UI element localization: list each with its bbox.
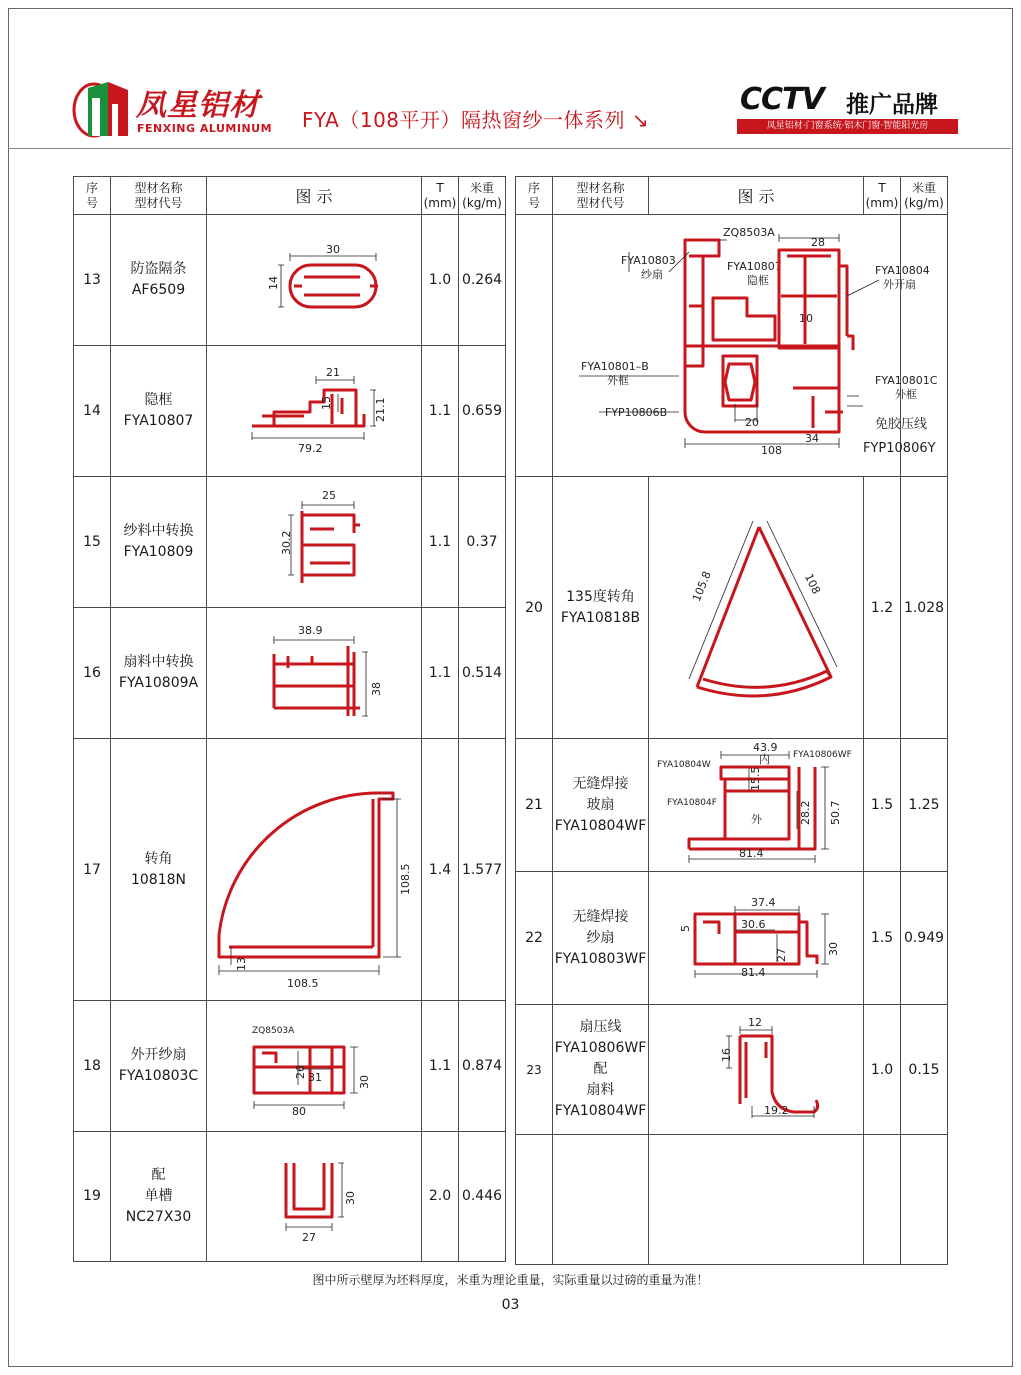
meter-weight: 0.446 [459, 1131, 506, 1261]
table-header-row [516, 177, 948, 215]
table-row [74, 739, 506, 1000]
profile-drawing [656, 1008, 856, 1128]
profile-code: AF6509 [131, 282, 186, 299]
table-row [74, 1131, 506, 1261]
profile-code: FYA10804WF [554, 817, 647, 834]
meter-weight: 0.37 [459, 477, 506, 608]
profile-drawing [649, 872, 864, 1000]
table-row [516, 1005, 948, 1135]
profile-name: 扇料中转换 [123, 654, 194, 671]
footer-note: 图中所示壁厚为坯料厚度，米重为理论重量，实际重量以过磅的重量为准！ [312, 1273, 709, 1287]
profile-name-2: 扇料 [586, 1082, 615, 1098]
profile-name: 外开纱扇 [130, 1046, 187, 1063]
wall-thickness: 1.5 [864, 872, 901, 1005]
tag-2: FYA10806WF [793, 750, 852, 760]
meter-weight: 0.514 [459, 608, 506, 739]
label-fya10801c: FYA10801C [875, 373, 938, 387]
profile-note: 配 [593, 1061, 608, 1077]
label-fya10801b: FYA10801–B [581, 359, 649, 373]
label-fya10801b-cn: 外框 [607, 373, 629, 387]
tag-3: FYA10804F [667, 798, 717, 808]
col-t: T [878, 180, 886, 195]
table-row [74, 608, 506, 739]
label-in: 内 [759, 753, 770, 766]
profile-code-2: FYA10804WF [554, 1103, 647, 1119]
profile-drawing [214, 1009, 414, 1119]
dim-d: 50.7 [829, 800, 842, 825]
row-no: 18 [74, 1000, 111, 1131]
profile-drawing [214, 1139, 414, 1249]
profile-code: 单槽 [144, 1187, 173, 1204]
cctv-bar: 凤星铝材·门窗系统·铝木门窗·智能阳光房 [737, 119, 958, 134]
dim-a: 30 [344, 1191, 357, 1206]
table-row [74, 215, 506, 346]
wall-thickness: 1.4 [422, 739, 459, 1000]
header-divider [8, 148, 1011, 149]
profile-drawing [207, 743, 422, 993]
dim-c: 5 [679, 925, 692, 932]
profile-code: FYA10806WF [554, 1040, 647, 1056]
col-t-unit: (mm) [423, 195, 457, 210]
dim-10: 10 [799, 311, 813, 325]
profile-code: 10818N [130, 871, 186, 888]
meter-weight: 1.028 [901, 477, 948, 739]
profile-drawing [214, 616, 414, 726]
meter-weight: 0.264 [459, 215, 506, 346]
row-no: 16 [74, 608, 111, 739]
col-weight-unit: (kg/m) [904, 195, 944, 210]
dim-b: 14 [267, 276, 280, 291]
col-weight: 米重 [911, 180, 936, 195]
profile-code: NC27X30 [125, 1208, 192, 1225]
col-name: 型材名称 [576, 180, 625, 195]
table-row [74, 1000, 506, 1131]
label-fyp10806b: FYP10806B [605, 405, 668, 419]
profile-drawing [649, 481, 864, 731]
label-fya10803: FYA10803 [621, 253, 676, 267]
dim-b: 30.6 [741, 918, 766, 931]
table-row [74, 346, 506, 477]
brand-name-cn: 凤星铝材 [136, 88, 260, 123]
label-fya10807: FYA10807 [727, 259, 782, 273]
col-t-unit: (mm) [865, 195, 899, 210]
profile-code: FYA10807 [123, 413, 194, 430]
meter-weight: 1.25 [901, 739, 948, 872]
dim-b: 108.5 [287, 976, 319, 990]
profile-drawing [649, 739, 864, 867]
profile-name: 无缝焊接 [572, 908, 629, 925]
label-zq: ZQ8503A [723, 225, 775, 239]
dim-b: 15.5 [749, 766, 762, 791]
tag-1: FYA10804W [657, 760, 711, 770]
col-figure: 图 示 [207, 177, 422, 215]
assembly-drawing [529, 216, 938, 472]
meter-weight: 0.874 [459, 1000, 506, 1131]
wall-thickness: 1.1 [422, 608, 459, 739]
dim-b: 30.2 [280, 530, 293, 556]
page-number: 03 [501, 1297, 520, 1313]
profile-name: 隐框 [144, 392, 173, 409]
wall-thickness: 1.1 [422, 477, 459, 608]
col-name: 型材名称 [134, 180, 183, 195]
wall-thickness: 1.0 [422, 215, 459, 346]
profile-name: 防盗隔条 [130, 261, 187, 278]
dim-d: 27 [775, 948, 788, 962]
wall-thickness: 1.5 [864, 739, 901, 872]
row-no: 15 [74, 477, 111, 608]
row-no: 17 [74, 739, 111, 1000]
row-no: 14 [74, 346, 111, 477]
profile-name: 转角 [144, 850, 173, 867]
dim-c: 19.2 [764, 1103, 789, 1117]
row-no: 21 [516, 739, 553, 872]
dim-d: 80 [292, 1104, 306, 1118]
dim-b: 108 [801, 571, 823, 596]
dim-b: 27 [302, 1231, 316, 1245]
profile-name: 无缝焊接 [572, 775, 629, 792]
col-no: 序号 [85, 180, 98, 210]
profile-name: 纱料中转换 [123, 523, 194, 540]
label-fya10804: FYA10804 [875, 263, 930, 277]
cctv-tagline: 推广品牌 [846, 92, 938, 118]
meter-weight: 1.577 [459, 739, 506, 1000]
profile-code: FYA10809A [118, 675, 199, 692]
dim-f: 81.4 [741, 966, 766, 979]
dim-b: 38 [370, 682, 383, 697]
col-code: 型材代号 [134, 195, 183, 210]
col-weight: 米重 [469, 180, 494, 195]
dim-34: 34 [805, 431, 819, 445]
cctv-logo: CCTV [740, 82, 824, 117]
table-row [516, 872, 948, 1005]
row-no: 23 [516, 1005, 553, 1135]
brand-name-en: FENXING ALUMINUM [137, 122, 273, 135]
table-header-row [74, 177, 506, 215]
dim-c: 13 [235, 956, 248, 971]
table-row-empty [516, 1135, 948, 1265]
right-spec-table [515, 176, 948, 1265]
dim-a: 43.9 [753, 741, 778, 754]
profile-name: 135度转角 [566, 588, 635, 605]
dim-a: 37.4 [751, 896, 776, 909]
dim-28: 28 [811, 235, 825, 249]
dim-a: 38.9 [298, 624, 323, 638]
table-row [516, 477, 948, 739]
row-no: 13 [74, 215, 111, 346]
table-row [516, 739, 948, 872]
label-out: 外 [751, 813, 762, 826]
label-fya10804-cn: 外开扇 [883, 277, 916, 291]
col-code: 型材代号 [576, 195, 625, 210]
wall-thickness: 2.0 [422, 1131, 459, 1261]
profile-code: FYA10818B [560, 609, 641, 626]
profile-name-2: 玻扇 [586, 796, 615, 813]
profile-name: 扇压线 [579, 1019, 622, 1035]
dim-108: 108 [761, 443, 782, 457]
meter-weight: 0.15 [901, 1005, 948, 1135]
left-spec-table [73, 176, 506, 1262]
profile-code: FYA10809 [123, 544, 194, 561]
label-fya10801c-cn: 外框 [895, 387, 917, 401]
assembly-row [516, 215, 948, 477]
dim-20: 20 [745, 415, 759, 429]
series-title: FYA（108平开）隔热窗纱一体系列 ↘ [302, 108, 650, 132]
profile-drawing [214, 354, 414, 464]
dim-d: 79.2 [298, 442, 323, 456]
dim-a: 12 [748, 1015, 762, 1029]
row-no: 20 [516, 477, 553, 739]
corner-arrow-icon: ↘ [631, 108, 650, 132]
label-fya10803-cn: 纱扇 [641, 267, 663, 281]
label-fyp10806y: FYP10806Y [863, 440, 936, 456]
label-fya10807-cn: 隐框 [747, 273, 769, 287]
col-weight-unit: (kg/m) [462, 195, 502, 210]
profile-drawing [214, 485, 414, 595]
dim-e: 81.4 [739, 847, 764, 860]
fenxing-logo-icon [70, 78, 132, 144]
table-row [74, 477, 506, 608]
label-mianjiao: 免胶压线 [875, 416, 928, 432]
profile-name: 配 [151, 1166, 166, 1183]
dim-a: 25 [322, 489, 336, 503]
col-t: T [436, 180, 444, 195]
wall-thickness: 1.2 [864, 477, 901, 739]
dim-a: 26 [294, 1064, 307, 1079]
tag-zq: ZQ8503A [252, 1025, 295, 1036]
dim-a: 108.5 [399, 863, 412, 895]
dim-b: 15 [320, 396, 333, 411]
profile-drawing [214, 223, 414, 333]
row-no: 22 [516, 872, 553, 1005]
dim-c: 30 [358, 1074, 371, 1089]
wall-thickness: 1.0 [864, 1005, 901, 1135]
dim-c: 28.2 [799, 800, 812, 825]
dim-a: 30 [326, 243, 340, 257]
profile-code: FYA10803WF [554, 950, 647, 967]
meter-weight: 0.659 [459, 346, 506, 477]
wall-thickness: 1.1 [422, 346, 459, 477]
dim-a: 105.8 [689, 568, 714, 603]
meter-weight: 0.949 [901, 872, 948, 1005]
profile-code: FYA10803C [118, 1067, 199, 1084]
profile-name-2: 纱扇 [586, 929, 615, 946]
dim-b: 16 [720, 1047, 733, 1062]
col-figure: 图 示 [649, 177, 864, 215]
col-no: 序号 [527, 180, 540, 210]
row-no: 19 [74, 1131, 111, 1261]
dim-b: 31 [308, 1070, 322, 1084]
wall-thickness: 1.1 [422, 1000, 459, 1131]
dim-e: 30 [827, 942, 840, 956]
dim-c: 21.1 [374, 397, 387, 423]
dim-a: 21 [326, 366, 340, 380]
